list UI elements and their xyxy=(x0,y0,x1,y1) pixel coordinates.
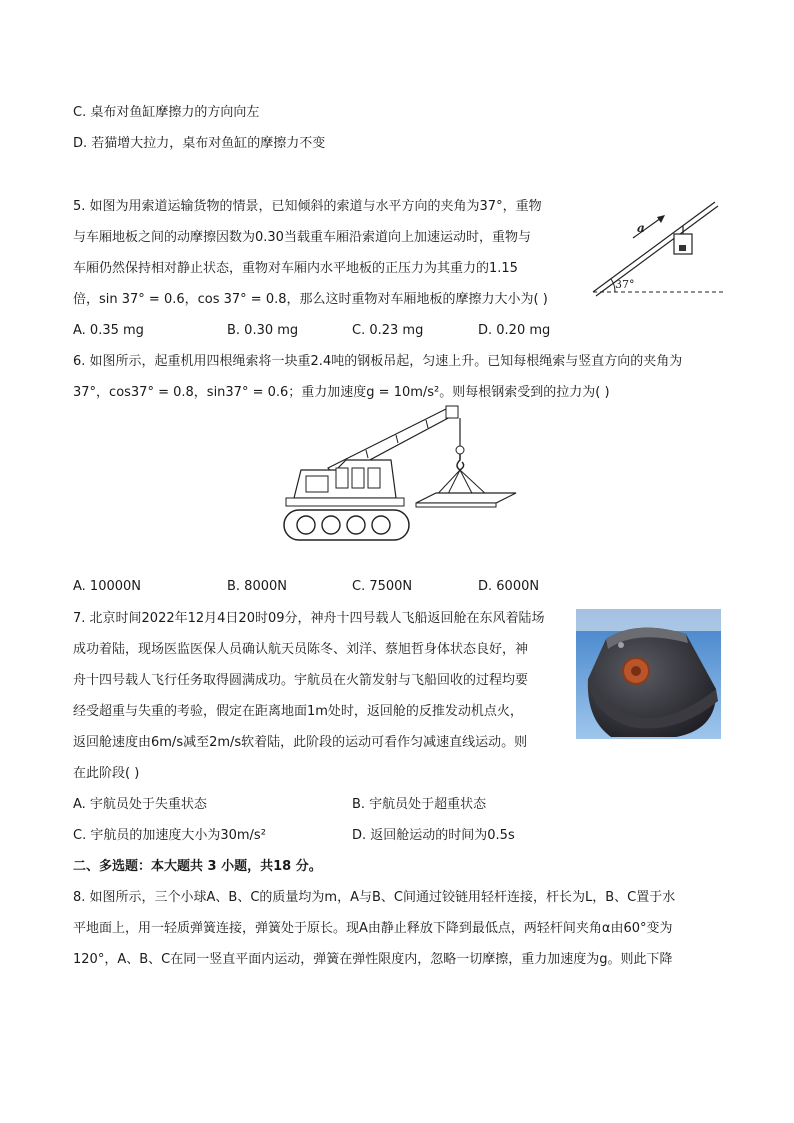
q7-stem-line-2: 成功着陆，现场医监医保人员确认航天员陈冬、刘洋、蔡旭哲身体状态良好，神 xyxy=(73,642,529,657)
section-2-heading: 二、多选题：本大题共 3 小题，共18 分。 xyxy=(73,859,322,874)
q6-option-a: A. 10000N xyxy=(73,579,142,594)
q4-option-c: C. 桌布对鱼缸摩擦力的方向向左 xyxy=(73,105,260,120)
q7-stem-line-3: 舟十四号载人飞行任务取得圆满成功。宇航员在火箭发射与飞船回收的过程均要 xyxy=(73,673,529,688)
q5-option-b: B. 0.30 mg xyxy=(227,323,299,338)
q5-stem-line-4: 倍，sin 37° = 0.6，cos 37° = 0.8，那么这时重物对车厢地板的摩擦力大小为( ) xyxy=(73,292,548,307)
q5-stem-line-3: 车厢仍然保持相对静止状态，重物对车厢内水平地板的正压力为其重力的1.15 xyxy=(73,261,518,276)
q6-stem-line-1: 6. 如图所示，起重机用四根绳索将一块重2.4吨的钢板吊起，匀速上升。已知每根绳索与竖直方向的夹角为 xyxy=(73,354,683,369)
q8-stem-line-1: 8. 如图所示，三个小球A、B、C的质量均为m，A与B、C间通过铰链用轻杆连接，杆长为L，B、C置于水 xyxy=(73,890,676,905)
q5-stem-line-1: 5. 如图为用索道运输货物的情景，已知倾斜的索道与水平方向的夹角为37°，重物 xyxy=(73,199,542,214)
q8-stem-line-2: 平地面上，用一轻质弹簧连接，弹簧处于原长。现A由静止释放下降到最低点，两轻杆间夹角α由60°变为 xyxy=(73,921,673,936)
q7-stem-line-4: 经受超重与失重的考验，假定在距离地面1m处时，返回舱的反推发动机点火， xyxy=(73,704,523,719)
q8-stem-line-3: 120°，A、B、C在同一竖直平面内运动，弹簧在弹性限度内，忽略一切摩擦，重力加速度为g。则此下降 xyxy=(73,952,673,967)
q7-option-a: A. 宇航员处于失重状态 xyxy=(73,797,207,812)
q7-option-c: C. 宇航员的加速度大小为30m/s² xyxy=(73,828,266,843)
q5-angle-label: 37° xyxy=(615,278,635,291)
q4-option-d: D. 若猫增大拉力，桌布对鱼缸的摩擦力不变 xyxy=(73,136,326,151)
q5-ropeway-figure xyxy=(585,192,735,302)
q5-stem-line-2: 与车厢地板之间的动摩擦因数为0.30当载重车厢沿索道向上加速运动时，重物与 xyxy=(73,230,531,245)
q7-capsule-photo xyxy=(576,609,721,739)
q7-stem-line-5: 返回舱速度由6m/s减至2m/s软着陆，此阶段的运动可看作匀减速直线运动。则 xyxy=(73,735,528,750)
q5-option-c: C. 0.23 mg xyxy=(352,323,424,338)
q7-stem-line-6: 在此阶段( ) xyxy=(73,766,140,781)
q6-option-d: D. 6000N xyxy=(478,579,540,594)
q7-stem-line-1: 7. 北京时间2022年12月4日20时09分，神舟十四号载人飞船返回舱在东风着陆场 xyxy=(73,611,545,626)
q6-option-b: B. 8000N xyxy=(227,579,287,594)
q6-stem-line-2: 37°，cos37° = 0.8，sin37° = 0.6；重力加速度g = 10m/s²。则每根钢索受到的拉力为( ) xyxy=(73,385,610,400)
q7-option-b: B. 宇航员处于超重状态 xyxy=(352,797,487,812)
q5-accel-label: a xyxy=(637,221,645,235)
q6-crane-figure xyxy=(276,398,526,548)
q7-option-d: D. 返回舱运动的时间为0.5s xyxy=(352,828,515,843)
q6-option-c: C. 7500N xyxy=(352,579,413,594)
q5-option-d: D. 0.20 mg xyxy=(478,323,551,338)
q5-option-a: A. 0.35 mg xyxy=(73,323,144,338)
